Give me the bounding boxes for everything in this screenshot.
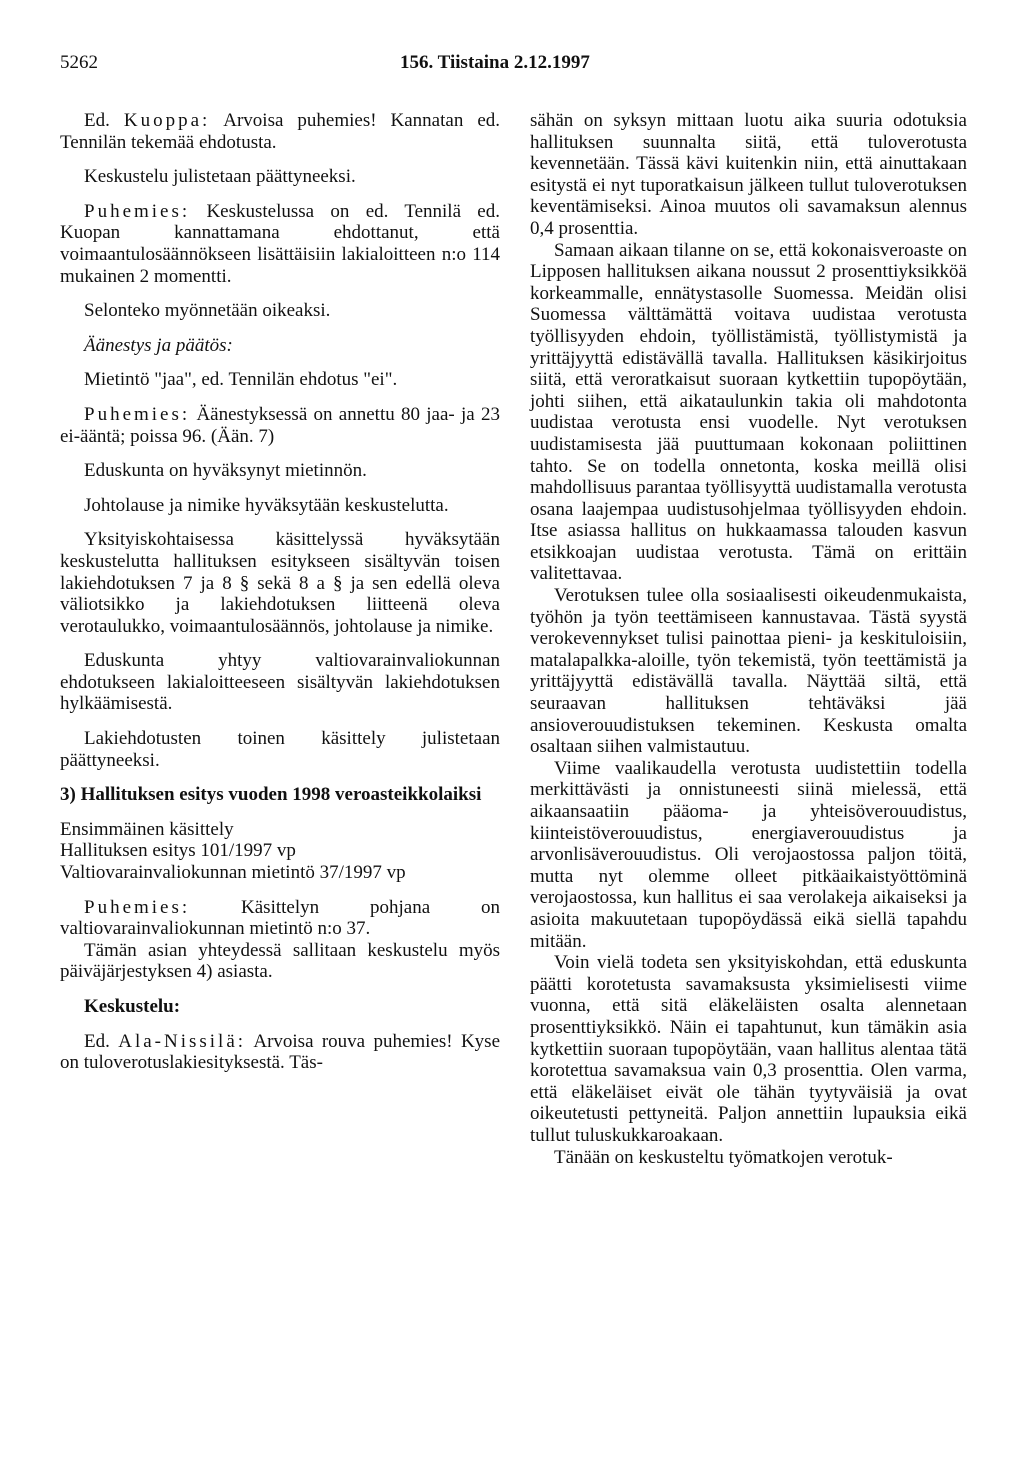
paragraph: Yksityiskohtaisessa käsittelyssä hyväksytään keskustelutta hallituksen esitykseen sisältyvän toisen lakiehdotuksen 7 ja 8 § sekä 8 a § ja sen edellä oleva väliotsikko ja lakiehdotuksen liitteenä oleva verotaulukko, voimaantulosäännös, johtolause ja nimike. <box>60 529 500 637</box>
paragraph: Selonteko myönnetään oikeaksi. <box>84 300 331 322</box>
paragraph: Voin vielä todeta sen yksityiskohdan, että eduskunta päätti korotetusta savamaksusta yksimielisesti viime vuonna, että sitä eläkeläisten osalta alennetaan prosenttiyksikkö. Näin ei tapahtunut, kun tämäkin asia kytkettiin suoraan tupopöytään, vaan hallitus alentaa tätä korotettua savamaksua vain 0,3 prosenttia. Olen varma, että eläkeläiset eivät ole tähän tyytyväisiä ja ovat oikeutetusti pettyneitä. Paljon annettiin lupauksia eikä tullut tuluskukkaroakaan. <box>530 952 967 1146</box>
document-references <box>60 819 500 884</box>
paragraph: Samaan aikaan tilanne on se, että kokonaisveroaste on Lipposen hallituksen aikana noussut 2 prosenttiyksikköä korkeammalle, ennätystasolle Suomessa. Meidän olisi Suomessa välttämättä voitava uudistaa verotusta työllisyyden ehdoin, työllistämistä, työllistymistä ja yrittäjyyttä edistävällä tavalla. Hallituksen käsikirjoitus siitä, että veroratkaisut suoraan kytkettiin tupopöytään, johti siihen, että aikataulunkin takia oli mahdotonta uudistaa verotusta ensi vuodelle. Nyt verotuksen uudistamisesta jää puuttumaan kokonaan poliittinen tahto. Se on todella onnetonta, koska meillä olisi mahdollisuus parantaa työllisyyttä uudistamalla verotusta osana laajempaa uudistusohjelmaa työllisyyden ehdoin. Itse asiassa hallitus on hukkaamassa talouden kasvun etsikkoajan uudistaa verotusta. Tämä on erittäin valitettavaa. <box>530 239 967 585</box>
paragraph: Ed. Kuoppa: Arvoisa puhemies! Kannatan ed. Tennilän tekemää ehdotusta. <box>60 110 501 153</box>
speaker-name: Kuoppa: <box>123 110 211 131</box>
speaker-name: Puhemies: <box>84 896 191 918</box>
speech-text: Keskustelussa on ed. Tennilä ed. Kuopan kannattamana ehdottanut, että voimaantulosäännökseen lisättäisiin lakialoitteen n:o 114 mukainen 2 momentti. <box>60 200 500 287</box>
paragraph: Mietintö "jaa", ed. Tennilän ehdotus "ei". <box>84 369 398 391</box>
speech-text: Äänestyksessä on annettu 80 jaa- ja 23 ei-ääntä; poissa 96. (Ään. 7) <box>60 403 500 447</box>
speaker-name: Puhemies: <box>84 200 191 222</box>
paragraph: Eduskunta on hyväksynyt mietinnön. <box>84 460 367 482</box>
paragraph: Lakiehdotusten toinen käsittely julistetaan päättyneeksi. <box>60 728 500 771</box>
reference-line: Hallituksen esitys 101/1997 vp <box>60 840 296 862</box>
reference-line: Ensimmäinen käsittely <box>60 818 234 840</box>
vote-heading: Äänestys ja päätös: <box>84 334 233 356</box>
speech-text: Arvoisa puhemies! Kannatan ed. Tennilän tekemää ehdotusta. <box>60 110 501 153</box>
speech-text: Käsittelyn pohjana on valtiovarainvaliokunnan mietintö n:o 37. <box>60 896 500 940</box>
paragraph: Viime vaalikaudella verotusta uudistettiin todella merkittävästi ja onnistuneesti siinä mielessä, että aikaansaatiin pääoma- ja yhteisöverouudistus, kiinteistöverouudistus, energiaverouudistus ja arvonlisäverouudistus. Oli verojaostossa paljon töitä, mutta nyt olemme olleet pitkäaikaistyöttöminä verojaostossa, kun hallitus ei saa verolakeja aikaiseksi ja asioita makuutetaan tupopöydässä eikä siellä tapahdu mitään. <box>530 757 967 952</box>
right-column <box>530 110 967 1168</box>
paragraph <box>60 201 500 287</box>
paragraph: Keskustelu julistetaan päättyneeksi. <box>84 166 356 188</box>
page-header: 156. Tiistaina 2.12.1997 <box>400 52 590 73</box>
paragraph: Johtolause ja nimike hyväksytään keskustelutta. <box>84 494 449 516</box>
subheading <box>60 335 500 357</box>
paragraph: Eduskunta yhtyy valtiovarainvaliokunnan ehdotukseen lakialoitteeseen sisältyvän lakiehdotuksen hylkäämisestä. <box>60 650 500 715</box>
paragraph: Tänään on keskusteltu työmatkojen verotuk- <box>554 1146 893 1168</box>
page-number: 5262 <box>60 52 98 73</box>
discussion-heading: Keskustelu: <box>84 996 181 1017</box>
speaker-name: Puhemies: <box>84 403 191 425</box>
paragraph <box>60 897 500 940</box>
paragraph <box>60 404 500 447</box>
paragraph: Tämän asian yhteydessä sallitaan keskustelu myös päiväjärjestyksen 4) asiasta. <box>60 939 500 983</box>
left-column <box>60 110 500 1087</box>
reference-line: Valtiovarainvaliokunnan mietintö 37/1997 vp <box>60 862 406 884</box>
speaker-name: Ala-Nissilä: <box>118 1030 247 1052</box>
paragraph <box>60 1031 500 1074</box>
paragraph: Verotuksen tulee olla sosiaalisesti oikeudenmukaista, työhön ja työn teettämiseen kannustavaa. Tästä syystä verokevennykset tulisi painottaa pieni- ja keskituloisiin, matalapalkka-aloille, työn tekemistä, työn teettämistä ja yrittäjyyttä edistävällä tavalla. Näyttää siltä, että seuraavan hallituksen tehtäväksi jää ansioverouudistuksen tekeminen. Keskusta omalta osaltaan siihen valmistautuu. <box>530 585 967 758</box>
section-heading: 3) Hallituksen esitys vuoden 1998 veroasteikkolaiksi <box>60 784 482 806</box>
speech-text: Arvoisa rouva puhemies! Kyse on tuloverotuslakiesityksestä. Täs- <box>60 1030 501 1074</box>
speaker-prefix: Ed. <box>84 1030 119 1052</box>
paragraph: sähän on syksyn mittaan luotu aika suuria odotuksia hallituksen suunnalta siitä, että tuloverotusta kevennetään. Tässä kävi kuitenkin niin, että ainuttakaan esitystä ei nyt tuporatkaisun jälkeen tullut tuloverotuksen keventämiseksi. Ainoa muutos oli savamaksun alennus 0,4 prosenttia. <box>530 110 967 239</box>
